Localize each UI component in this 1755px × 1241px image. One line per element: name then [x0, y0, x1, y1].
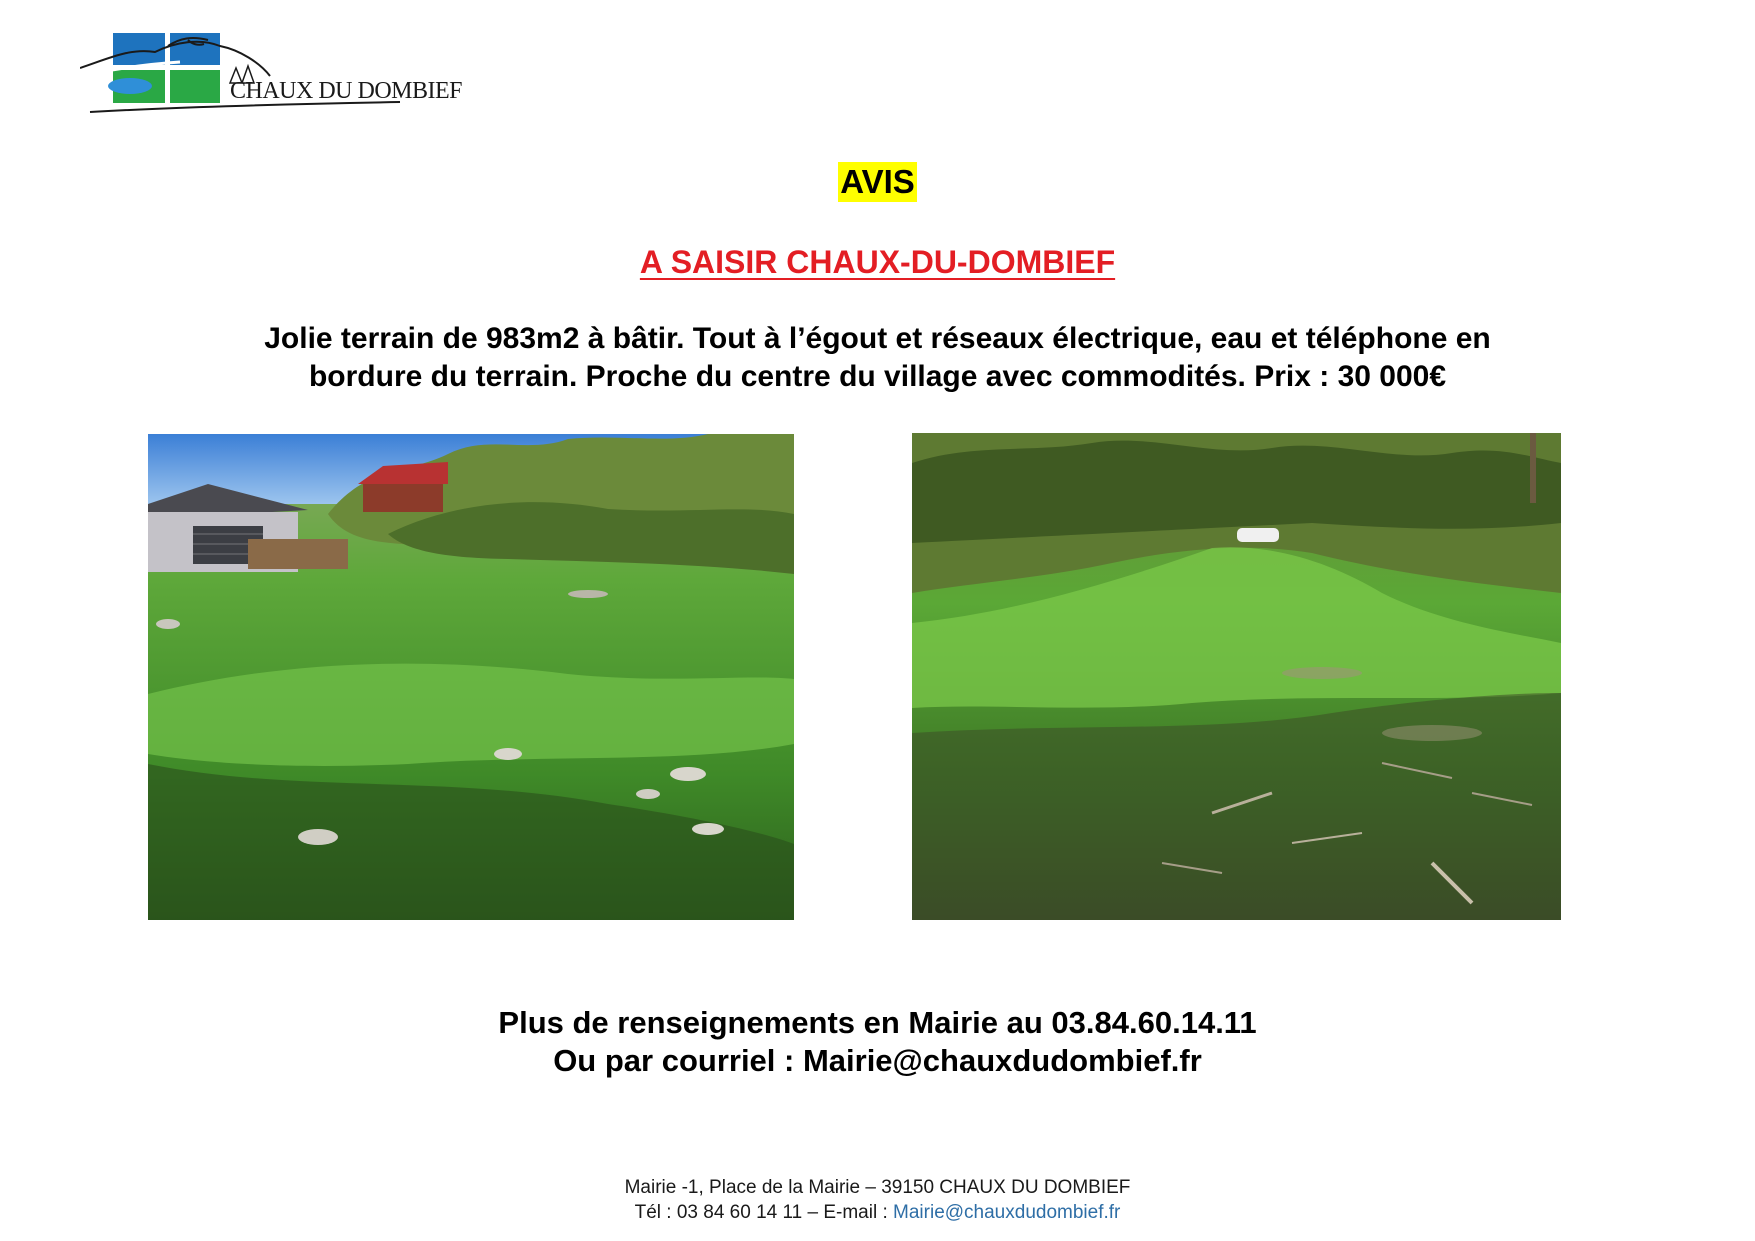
notice-headline: A SAISIR CHAUX-DU-DOMBIEF	[639, 244, 1116, 280]
contact-email-line: Ou par courriel : Mairie@chauxdudombief.fr	[553, 1043, 1202, 1078]
notice-label-wrapper	[0, 162, 1755, 202]
footer-address: Mairie -1, Place de la Mairie – 39150 CHAUX DU DOMBIEF	[624, 1177, 1131, 1198]
footer-contact-line	[0, 1200, 1755, 1225]
description-line-2: bordure du terrain. Proche du centre du village avec commodités. Prix : 30 000€	[308, 360, 1447, 393]
notice-label: AVIS	[840, 163, 915, 200]
land-photo-2	[912, 433, 1561, 920]
description-line-1: Jolie terrain de 983m2 à bâtir. Tout à l’égout et réseaux électrique, eau et téléphone en	[264, 322, 1491, 355]
municipality-logo	[80, 28, 463, 118]
land-photo-2-image	[912, 433, 1561, 920]
contact-block	[0, 1004, 1755, 1080]
notice-headline-wrapper	[0, 243, 1755, 281]
contact-phone-line: Plus de renseignements en Mairie au 03.84.60.14.11	[498, 1005, 1257, 1040]
notice-description	[150, 320, 1605, 396]
land-photo-1	[148, 434, 794, 920]
land-photo-1-image	[148, 434, 794, 920]
footer-phone: Tél : 03 84 60 14 11 – E-mail :	[634, 1202, 894, 1223]
logo-text: CHAUX DU DOMBIEF	[230, 78, 463, 104]
footer	[0, 1175, 1755, 1225]
footer-email-link[interactable]: Mairie@chauxdudombief.fr	[893, 1202, 1121, 1223]
